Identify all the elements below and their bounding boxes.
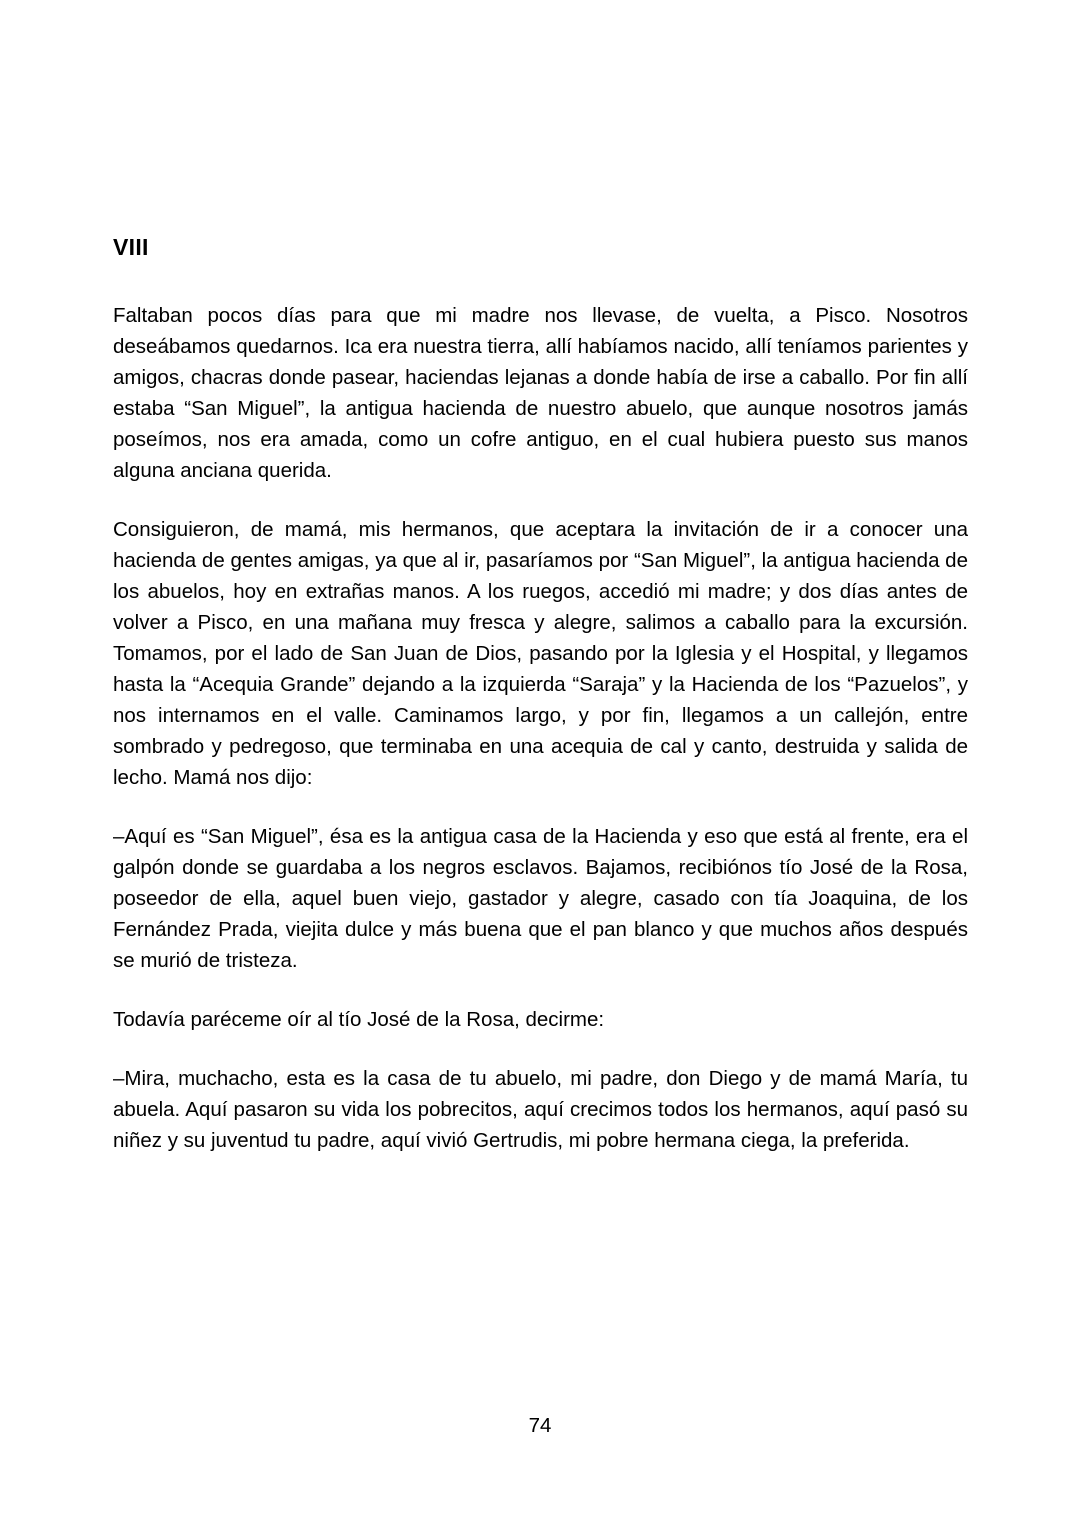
body-paragraph-2: Consiguieron, de mamá, mis hermanos, que aceptara la invitación de ir a conocer una hacienda de gentes amigas, ya que al ir, pasaríamos por “San Miguel”, la antigua hacienda de los abuelos, hoy en extrañas manos. A los ruegos, accedió mi madre; y dos días antes de volver a Pisco, en una mañana muy fresca y alegre, salimos a caballo para la excursión. Tomamos, por el lado de San Juan de Dios, pasando por la Iglesia y el Hospital, y llegamos hasta la “Acequia Grande” dejando a la izquierda “Saraja” y la Hacienda de los “Pazuelos”, y nos internamos en el valle. Caminamos largo, y por fin, llegamos a un callejón, entre sombrado y pedregoso, que terminaba en una acequia de cal y canto, destruida y salida de lecho. Mamá nos dijo:: [113, 518, 968, 789]
body-paragraph-3: –Aquí es “San Miguel”, ésa es la antigua casa de la Hacienda y eso que está al frente, era el galpón donde se guardaba a los negros esclavos. Bajamos, recibiónos tío José de la Rosa, poseedor de ella, aquel buen viejo, gastador y alegre, casado con tía Joaquina, de los Fernández Prada, viejita dulce y más buena que el pan blanco y que muchos años después se murió de tristeza.: [113, 825, 968, 972]
page-number: 74: [528, 1414, 552, 1437]
body-paragraph-1: Faltaban pocos días para que mi madre nos llevase, de vuelta, a Pisco. Nosotros deseábamos quedarnos. Ica era nuestra tierra, allí habíamos nacido, allí teníamos parientes y amigos, chacras donde pasear, haciendas lejanas a donde había de irse a caballo. Por fin allí estaba “San Miguel”, la antigua hacienda de nuestro abuelo, que aunque nosotros jamás poseímos, nos era amada, como un cofre antiguo, en el cual hubiera puesto sus manos alguna anciana querida.: [113, 304, 968, 482]
chapter-heading: VIII: [113, 234, 149, 260]
page-content: [113, 232, 968, 1156]
body-paragraph-5: –Mira, muchacho, esta es la casa de tu abuelo, mi padre, don Diego y de mamá María, tu abuela. Aquí pasaron su vida los pobrecitos, aquí crecimos todos los hermanos, aquí pasó su niñez y su juventud tu padre, aquí vivió Gertrudis, mi pobre hermana ciega, la preferida.: [113, 1067, 968, 1152]
body-paragraph-4: Todavía paréceme oír al tío José de la Rosa, decirme:: [113, 1008, 605, 1031]
